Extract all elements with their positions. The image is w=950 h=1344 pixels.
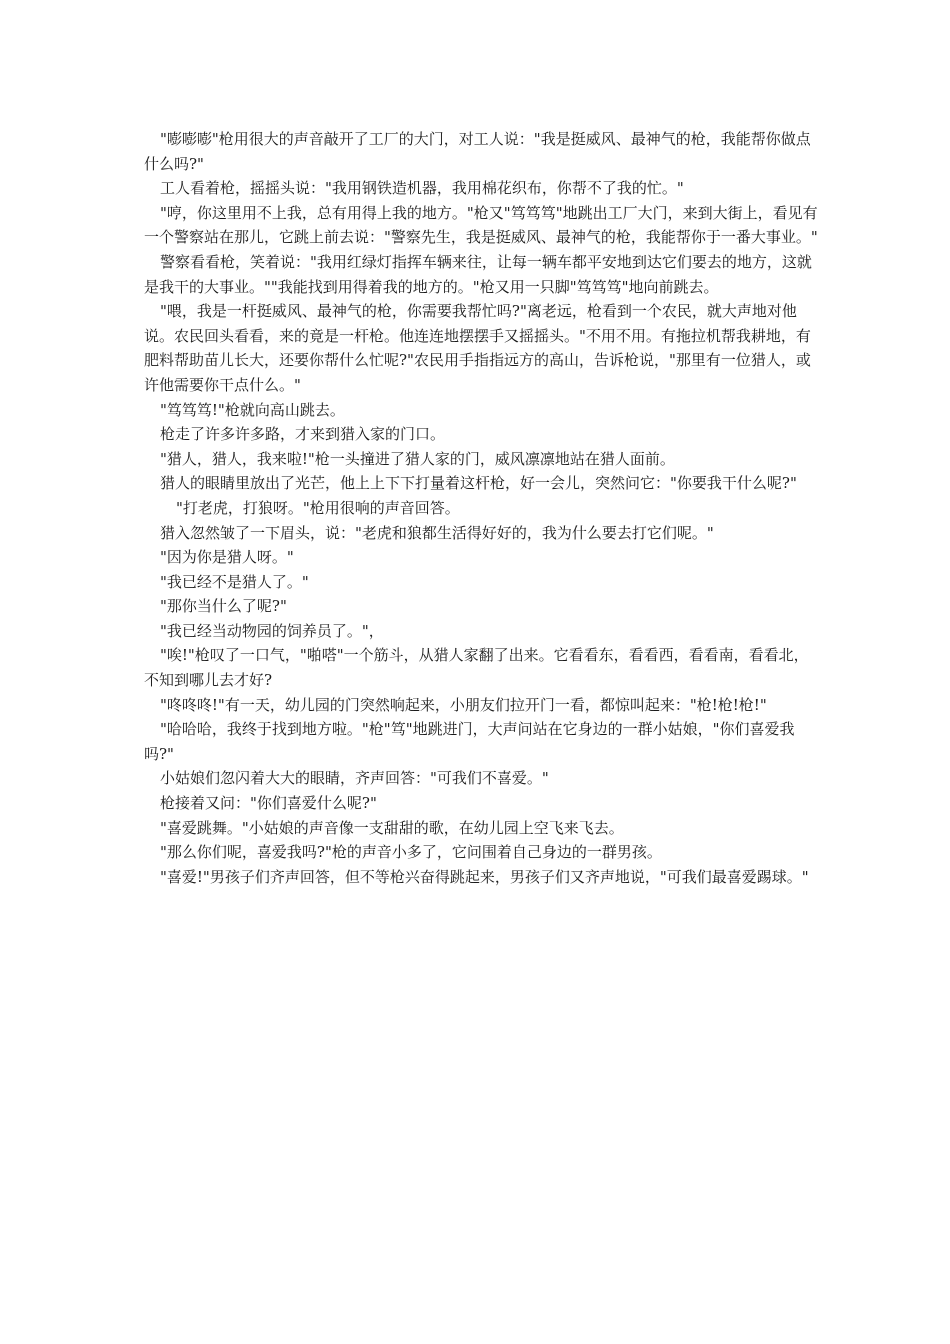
paragraph: "唉!"枪叹了一口气，"啪嗒"一个筋斗，从猎人家翻了出来。它看看东，看看西，看看南，看看北，不知到哪儿去才好? [144,646,809,690]
paragraph: 猎人的眼睛里放出了光芒，他上上下下打量着这杆枪，好一会儿，突然问它："你要我干什么呢?" [160,474,797,493]
paragraph: 工人看着枪，摇摇头说："我用钢铁造机器，我用棉花织布，你帮不了我的忙。" [160,179,684,198]
paragraph: 枪接着又问："你们喜爱什么呢?" [160,794,377,813]
paragraph: 小姑娘们忽闪着大大的眼睛，齐声回答："可我们不喜爱。" [160,769,549,788]
paragraph: "哼，你这里用不上我，总有用得上我的地方。"枪又"笃笃笃"地跳出工厂大门，来到大街上，看见有一个警察站在那儿，它跳上前去说："警察先生，我是挺威风、最神气的枪，我能帮你于一番大事业。" [144,203,818,247]
paragraph: "喂，我是一杆挺威风、最神气的枪，你需要我帮忙吗?"离老远，枪看到一个农民，就大声地对他说。农民回头看看，来的竟是一杆枪。他连连地摆摆手又摇摇头。"不用不用。有拖拉机帮我耕地，有肥料帮助苗儿长大，还要你帮什么忙呢?"农民用手指指远方的高山，告诉枪说，"那里有一位猎人，或许他需要你干点什么。" [144,302,811,394]
story-text [144,127,820,889]
paragraph: "哈哈哈，我终于找到地方啦。"枪"笃"地跳进门，大声问站在它身边的一群小姑娘，"你们喜爱我吗?" [144,720,795,763]
paragraph: 枪走了许多许多路，才来到猎入家的门口。 [160,425,446,444]
paragraph: "喜爱跳舞。"小姑娘的声音像一支甜甜的歌，在幼儿园上空飞来飞去。 [160,818,624,837]
paragraph: "猎人，猎人，我来啦!"枪一头撞进了猎人家的门，威风凛凛地站在猎人面前。 [160,449,675,468]
paragraph: "那你当什么了呢?" [160,597,287,616]
paragraph: "咚咚咚!"有一天，幼儿园的门突然响起来，小朋友们拉开门一看，都惊叫起来："枪!枪!枪!" [160,695,767,714]
paragraph: "因为你是猎人呀。" [160,548,294,567]
paragraph: 警察看看枪，笑着说："我用红绿灯指挥车辆来往，让每一辆车都平安地到达它们要去的地方，这就是我干的大事业。""我能找到用得着我的地方的。"枪又用一只脚"笃笃笃"地向前跳去。 [144,252,812,296]
paragraph: "喜爱!"男孩子们齐声回答，但不等枪兴奋得跳起来，男孩子们又齐声地说，"可我们最喜爱踢球。" [160,867,809,886]
paragraph: 猎入忽然皱了一下眉头，说："老虎和狼都生活得好好的，我为什么要去打它们呢。" [160,523,714,542]
paragraph: "打老虎，打狼呀。"枪用很响的声音回答。 [176,498,460,517]
paragraph: "嘭嘭嘭"枪用很大的声音敲开了工厂的大门，对工人说："我是挺威风、最神气的枪，我能帮你做点什么吗?" [144,130,811,173]
paragraph: "我已经当动物园的饲养员了。"， [160,621,384,640]
paragraph: "我已经不是猎人了。" [160,572,309,591]
paragraph: "笃笃笃!"枪就向高山跳去。 [160,400,345,419]
paragraph: "那么你们呢，喜爱我吗?"枪的声音小多了，它问围着自己身边的一群男孩。 [160,843,662,862]
